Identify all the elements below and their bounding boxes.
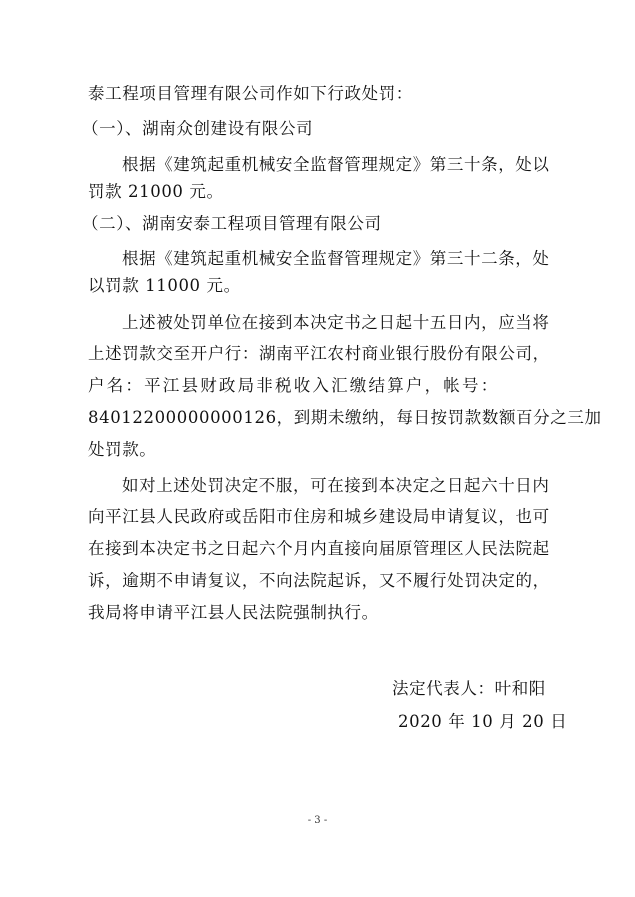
text-line: 根据《建筑起重机械安全监督管理规定》第三十二条，处	[122, 249, 550, 268]
text-line: 罚款 21000 元。	[88, 182, 224, 201]
text-line: 上述罚款交至开户行：湖南平江农村商业银行股份有限公司，	[88, 344, 550, 363]
legal-representative: 法定代表人：叶和阳	[392, 679, 546, 698]
text-line: 向平江县人民政府或岳阳市住房和城乡建设局申请复议，也可	[88, 507, 550, 526]
text-line: 84012200000000126，到期未缴纳，每日按罚款数额百分之三加	[88, 408, 602, 427]
text-line: 诉，逾期不申请复议，不向法院起诉，又不履行处罚决定的，	[88, 571, 550, 590]
text-line: 户名：平江县财政局非税收入汇缴结算户，帐号：	[88, 376, 500, 395]
text-line: 以罚款 11000 元。	[88, 276, 241, 295]
item-heading-2: （二）、湖南安泰工程项目管理有限公司	[82, 214, 382, 233]
text-line: 我局将申请平江县人民法院强制执行。	[88, 603, 379, 622]
item-heading-1: （一）、湖南众创建设有限公司	[82, 119, 314, 138]
text-line: 根据《建筑起重机械安全监督管理规定》第三十条，处以	[122, 155, 550, 174]
text-line: 如对上述处罚决定不服，可在接到本决定之日起六十日内	[122, 476, 550, 495]
page-number: - 3 -	[307, 815, 328, 826]
text-line: 处罚款。	[88, 440, 157, 459]
document-date: 2020 年 10 月 20 日	[398, 712, 568, 731]
text-line: 在接到本决定书之日起六个月内直接向届原管理区人民法院起	[88, 539, 550, 558]
text-line: 上述被处罚单位在接到本决定书之日起十五日内，应当将	[122, 313, 550, 332]
text-line: 泰工程项目管理有限公司作如下行政处罚：	[88, 84, 413, 103]
